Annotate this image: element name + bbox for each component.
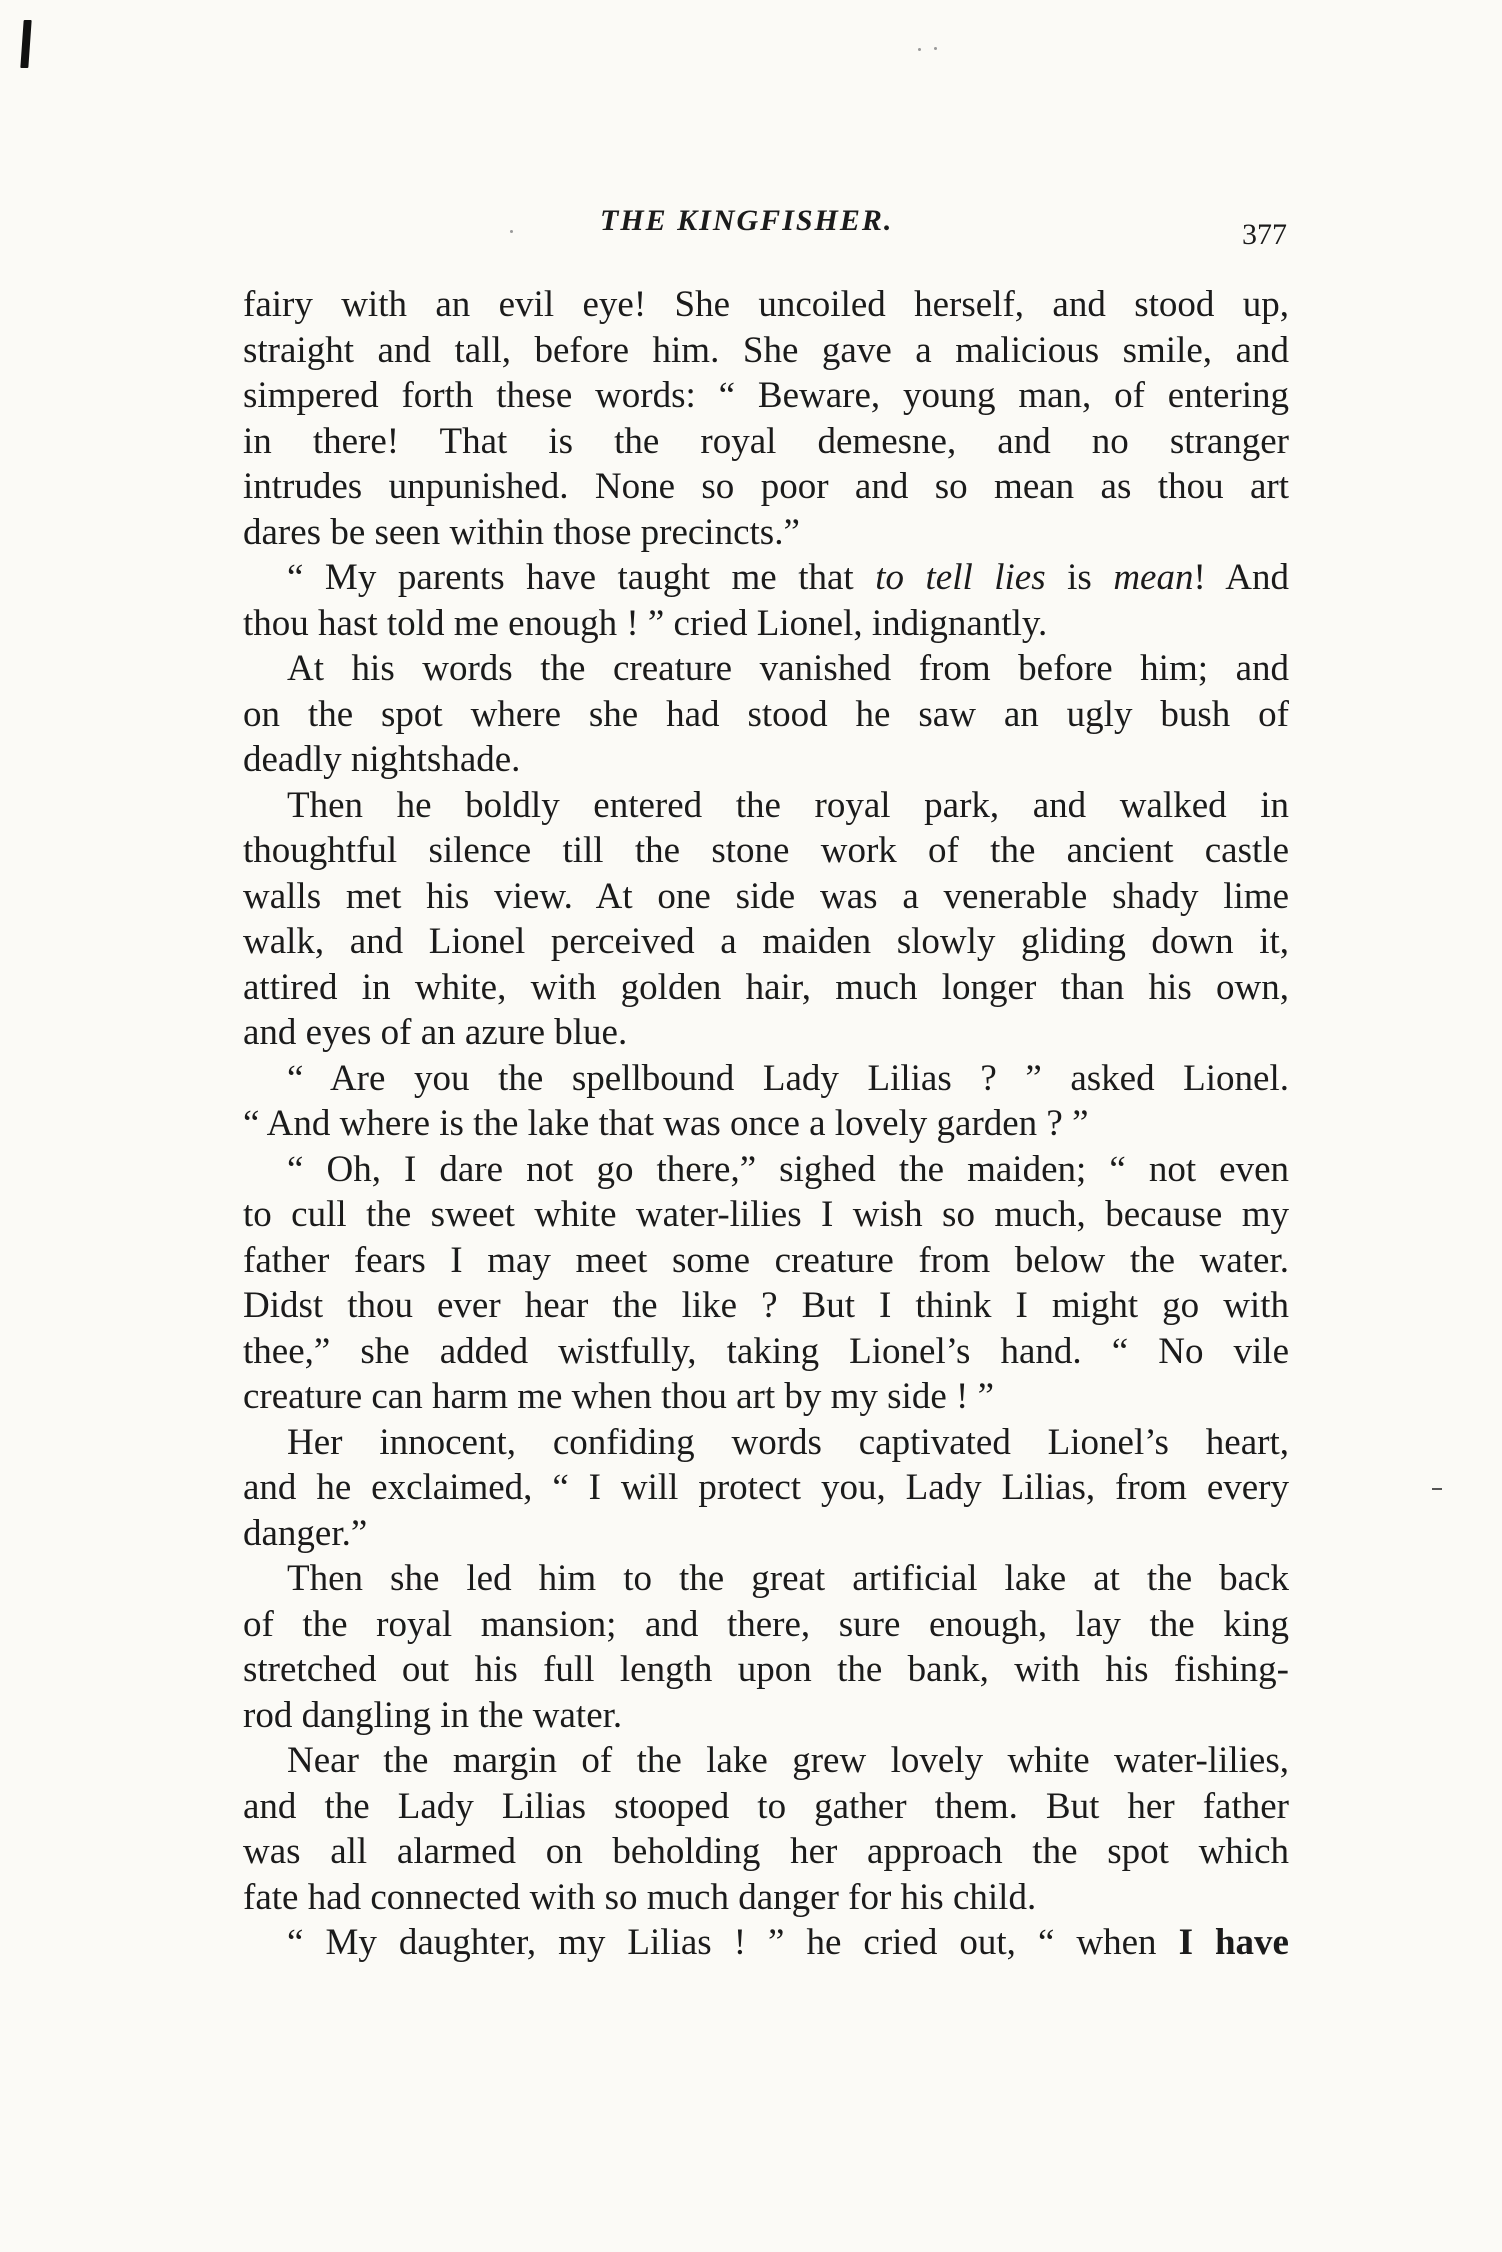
paragraph (243, 1147, 1289, 1420)
paragraph (243, 1556, 1289, 1738)
paragraph (243, 646, 1289, 783)
text-line: “ And where is the lake that was once a lovely garden ? ” (243, 1103, 1089, 1144)
text-line: At his words the creature vanished from before him; and (287, 648, 1289, 689)
text-line: Then he boldly entered the royal park, and walked in (287, 784, 1289, 826)
text-line: was all alarmed on beholding her approach the spot which (243, 1831, 1289, 1872)
text-line: “ Oh, I dare not go there,” sighed the maiden; “ not even (287, 1148, 1289, 1190)
scan-speck (1432, 1488, 1442, 1490)
text-run: is (1045, 557, 1114, 598)
text-line: fate had connected with so much danger for his child. (243, 1876, 1037, 1918)
scan-speck (510, 230, 513, 233)
paragraph (243, 1420, 1289, 1557)
text-line: on the spot where she had stood he saw an ugly bush of (243, 693, 1289, 735)
text-line: of the royal mansion; and there, sure enough, lay the king (243, 1603, 1289, 1645)
paragraph (243, 555, 1289, 646)
text-line: thou hast told me enough ! ” cried Lionel, indignantly. (243, 602, 1048, 644)
scan-speck (918, 48, 921, 51)
text-line: creature can harm me when thou art by my side ! ” (243, 1376, 995, 1417)
text-line: Then she led him to the great artificial lake at the back (287, 1558, 1289, 1599)
text-line: rod dangling in the water. (243, 1694, 623, 1736)
text-line: Didst thou ever hear the like ? But I think I might go with (243, 1285, 1289, 1326)
paragraph (243, 783, 1289, 1056)
body-text (243, 282, 1289, 1966)
text-line: in there! That is the royal demesne, and no stranger (243, 420, 1289, 462)
text-line: to cull the sweet white water-lilies I wish so much, because my (243, 1194, 1289, 1235)
text-line: danger.” (243, 1512, 368, 1554)
text-run: “ My daughter, my Lilias ! ” he cried out, “ when (287, 1922, 1179, 1963)
scan-speck (934, 47, 937, 50)
text-line: Her innocent, confiding words captivated Lionel’s heart, (287, 1421, 1289, 1463)
scan-corner-mark (20, 20, 31, 68)
paragraph (243, 1920, 1289, 1966)
text-line: attired in white, with golden hair, much longer than his own, (243, 966, 1289, 1008)
italic-text: mean (1113, 557, 1194, 598)
bold-text: I have (1178, 1922, 1289, 1963)
text-line: deadly nightshade. (243, 739, 521, 780)
page-number: 377 (1242, 218, 1287, 251)
text-line: and the Lady Lilias stooped to gather them. But her father (243, 1785, 1289, 1827)
running-head: THE KINGFISHER. (600, 204, 894, 237)
text-line: Near the margin of the lake grew lovely white water-lilies, (287, 1740, 1289, 1781)
text-line: dares be seen within those precincts.” (243, 511, 800, 553)
text-line: fairy with an evil eye! She uncoiled herself, and stood up, (243, 284, 1289, 325)
text-line: thoughtful silence till the stone work of the ancient castle (243, 830, 1289, 871)
text-line: father fears I may meet some creature from below the water. (243, 1239, 1289, 1281)
paragraph (243, 1738, 1289, 1920)
text-line: and he exclaimed, “ I will protect you, Lady Lilias, from every (243, 1467, 1289, 1508)
text-line: stretched out his full length upon the bank, with his fishing- (243, 1649, 1289, 1690)
text-line: intrudes unpunished. None so poor and so mean as thou art (243, 466, 1289, 507)
text-line: simpered forth these words: “ Beware, young man, of entering (243, 375, 1289, 416)
text-line: walk, and Lionel perceived a maiden slowly gliding down it, (243, 921, 1289, 962)
text-line (243, 1920, 1289, 1966)
text-line (243, 555, 1289, 601)
text-line: thee,” she added wistfully, taking Lionel’s hand. “ No vile (243, 1330, 1289, 1372)
paragraph (243, 1056, 1289, 1147)
text-line: walls met his view. At one side was a venerable shady lime (243, 875, 1289, 917)
italic-text: to tell lies (875, 557, 1046, 598)
paragraph (243, 282, 1289, 555)
text-run: ! And (1193, 557, 1289, 598)
text-run: “ My parents have taught me that (287, 557, 876, 598)
text-line: straight and tall, before him. She gave a malicious smile, and (243, 329, 1289, 371)
text-line: and eyes of an azure blue. (243, 1012, 628, 1053)
text-line: “ Are you the spellbound Lady Lilias ? ” asked Lionel. (287, 1057, 1289, 1099)
